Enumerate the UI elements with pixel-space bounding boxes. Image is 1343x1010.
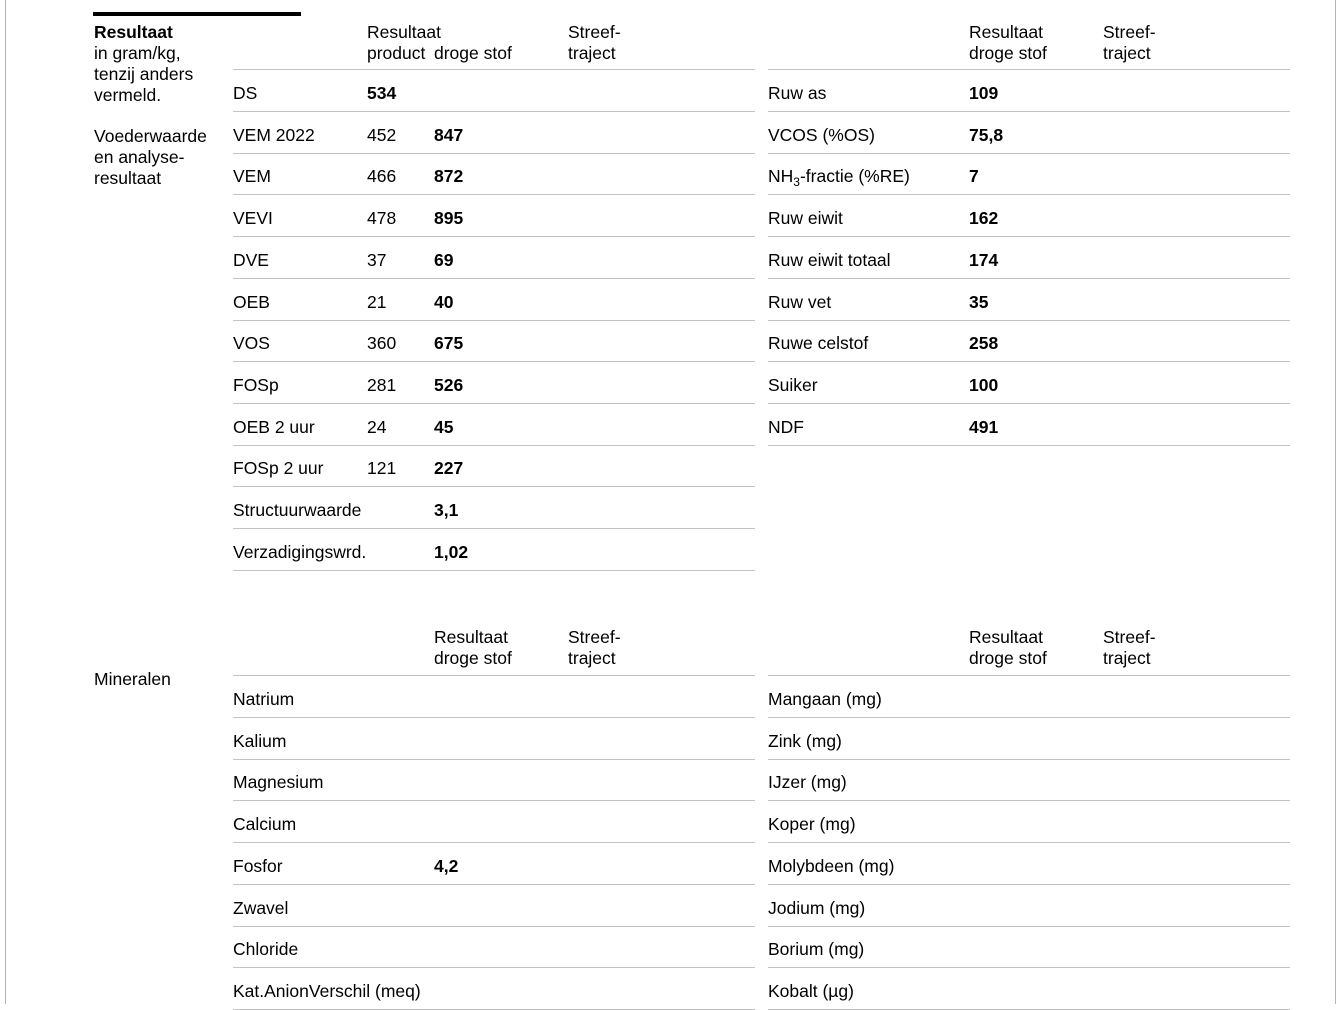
row-label: VEM 2022	[233, 124, 315, 145]
table-row	[233, 320, 755, 362]
mineralen-header-droge-stof: Resultaat droge stof	[434, 627, 512, 668]
table-row	[768, 70, 1290, 112]
table-row	[233, 445, 755, 487]
row-label: OEB	[233, 291, 270, 312]
table-row	[233, 718, 755, 760]
row-label: Ruw eiwit totaal	[768, 249, 891, 270]
row-label: Kalium	[233, 730, 287, 751]
table-row	[768, 112, 1290, 154]
value-product: 534	[367, 83, 397, 103]
value-droge-stof: 526	[434, 374, 464, 395]
section-label-voederwaarde: Voederwaarde en analyse- resultaat	[94, 126, 207, 188]
value-droge-stof: 100	[969, 374, 999, 395]
table-row	[768, 885, 1290, 927]
value-product: 281	[367, 374, 397, 395]
row-label: Suiker	[768, 374, 818, 395]
table-row	[233, 404, 755, 446]
row-label: Kat.AnionVerschil (meq)	[233, 980, 421, 1001]
value-product: 466	[367, 166, 397, 187]
value-droge-stof: 35	[969, 291, 989, 312]
table-row	[768, 153, 1290, 195]
row-label: Ruw vet	[768, 291, 832, 312]
row-label: $NH_3$-fractie (%RE)	[768, 166, 910, 190]
value-droge-stof: 675	[434, 333, 464, 354]
row-label: Jodium (mg)	[768, 897, 866, 918]
value-product: 21	[367, 291, 387, 312]
result-title: Resultaat	[94, 22, 173, 42]
table-row	[233, 237, 755, 279]
row-label: Calcium	[233, 814, 297, 835]
row-label: Chloride	[233, 939, 299, 960]
row-label: DS	[233, 83, 258, 103]
value-droge-stof: 75,8	[969, 124, 1004, 145]
table-row	[233, 362, 755, 404]
value-droge-stof: 1,02	[434, 541, 469, 562]
table-row	[233, 153, 755, 195]
table-row	[768, 801, 1290, 843]
table-row	[768, 237, 1290, 279]
header-droge-stof: droge stof	[434, 43, 512, 63]
value-droge-stof: 40	[434, 291, 454, 312]
table-row	[768, 759, 1290, 801]
row-label: Molybdeen (mg)	[768, 855, 895, 876]
row-label: Kobalt (µg)	[768, 980, 854, 1001]
table-row	[233, 195, 755, 237]
section-top-rule	[93, 12, 301, 16]
table-row	[768, 676, 1290, 718]
row-label: VEVI	[233, 208, 273, 229]
row-label: Koper (mg)	[768, 814, 856, 835]
value-droge-stof: 69	[434, 249, 454, 270]
row-label: Fosfor	[233, 855, 283, 876]
result-title-block	[94, 22, 193, 106]
value-droge-stof: 7	[969, 166, 979, 187]
table-row	[233, 885, 755, 927]
row-label: VEM	[233, 166, 271, 187]
table-row	[233, 529, 755, 571]
header-streeftraject: Streef- traject	[568, 22, 621, 63]
table-row	[233, 801, 755, 843]
value-droge-stof: 847	[434, 124, 464, 145]
row-label: DVE	[233, 249, 269, 270]
value-droge-stof: 4,2	[434, 855, 459, 876]
value-droge-stof: 3,1	[434, 500, 459, 520]
table-row	[768, 362, 1290, 404]
table-row	[233, 759, 755, 801]
row-label: Mangaan (mg)	[768, 689, 882, 709]
row-label: Ruwe celstof	[768, 333, 869, 354]
table-row	[768, 279, 1290, 321]
value-product: 478	[367, 208, 397, 229]
row-label: Zwavel	[233, 897, 289, 918]
row-label: FOSp	[233, 374, 279, 395]
row-label: Natrium	[233, 689, 295, 709]
table-row	[768, 320, 1290, 362]
table-row	[233, 926, 755, 968]
table-row	[768, 926, 1290, 968]
table-row	[233, 279, 755, 321]
value-droge-stof: 872	[434, 166, 464, 187]
row-label: NDF	[768, 416, 804, 437]
row-label: VOS	[233, 333, 270, 354]
row-label: IJzer (mg)	[768, 772, 847, 793]
row-label: Ruw as	[768, 83, 827, 103]
table-row	[768, 843, 1290, 885]
table-row	[768, 718, 1290, 760]
table-row	[233, 676, 755, 718]
value-product: 24	[367, 416, 387, 437]
row-label: FOSp 2 uur	[233, 458, 324, 479]
value-droge-stof: 109	[969, 83, 999, 103]
value-product: 360	[367, 333, 397, 354]
value-droge-stof: 174	[969, 249, 999, 270]
value-product: 121	[367, 458, 397, 479]
table-row	[768, 195, 1290, 237]
row-label: Verzadigingswrd.	[233, 541, 367, 562]
page-left-edge	[5, 0, 6, 1004]
row-label: Structuurwaarde	[233, 500, 362, 520]
mineralen-header-droge-stof-right: Resultaat droge stof	[969, 627, 1047, 668]
value-droge-stof: 491	[969, 416, 999, 437]
row-label: Zink (mg)	[768, 730, 842, 751]
value-product: 37	[367, 249, 387, 270]
header-streeftraject-right: Streef- traject	[1103, 22, 1156, 63]
table-row	[233, 487, 755, 529]
table-row	[233, 843, 755, 885]
section-label-mineralen: Mineralen	[94, 669, 171, 689]
row-label: OEB 2 uur	[233, 416, 315, 437]
page-right-edge	[1335, 0, 1336, 1004]
row-label: Borium (mg)	[768, 939, 865, 960]
result-unit-note: in gram/kg, tenzij anders vermeld.	[94, 43, 194, 105]
value-droge-stof: 227	[434, 458, 464, 479]
value-droge-stof: 45	[434, 416, 454, 437]
row-label: Ruw eiwit	[768, 208, 843, 229]
mineralen-header-streeftraject: Streef- traject	[568, 627, 621, 668]
header-droge-stof-right: Resultaat droge stof	[969, 22, 1047, 63]
row-label: Magnesium	[233, 772, 324, 793]
table-row	[768, 404, 1290, 446]
value-droge-stof: 258	[969, 333, 999, 354]
mineralen-header-streeftraject-right: Streef- traject	[1103, 627, 1156, 668]
header-resultaat-product: Resultaat product	[367, 22, 441, 63]
value-product: 452	[367, 124, 397, 145]
table-row	[233, 70, 755, 112]
value-droge-stof: 162	[969, 208, 999, 229]
table-row	[233, 112, 755, 154]
value-droge-stof: 895	[434, 208, 464, 229]
row-label: VCOS (%OS)	[768, 124, 875, 145]
